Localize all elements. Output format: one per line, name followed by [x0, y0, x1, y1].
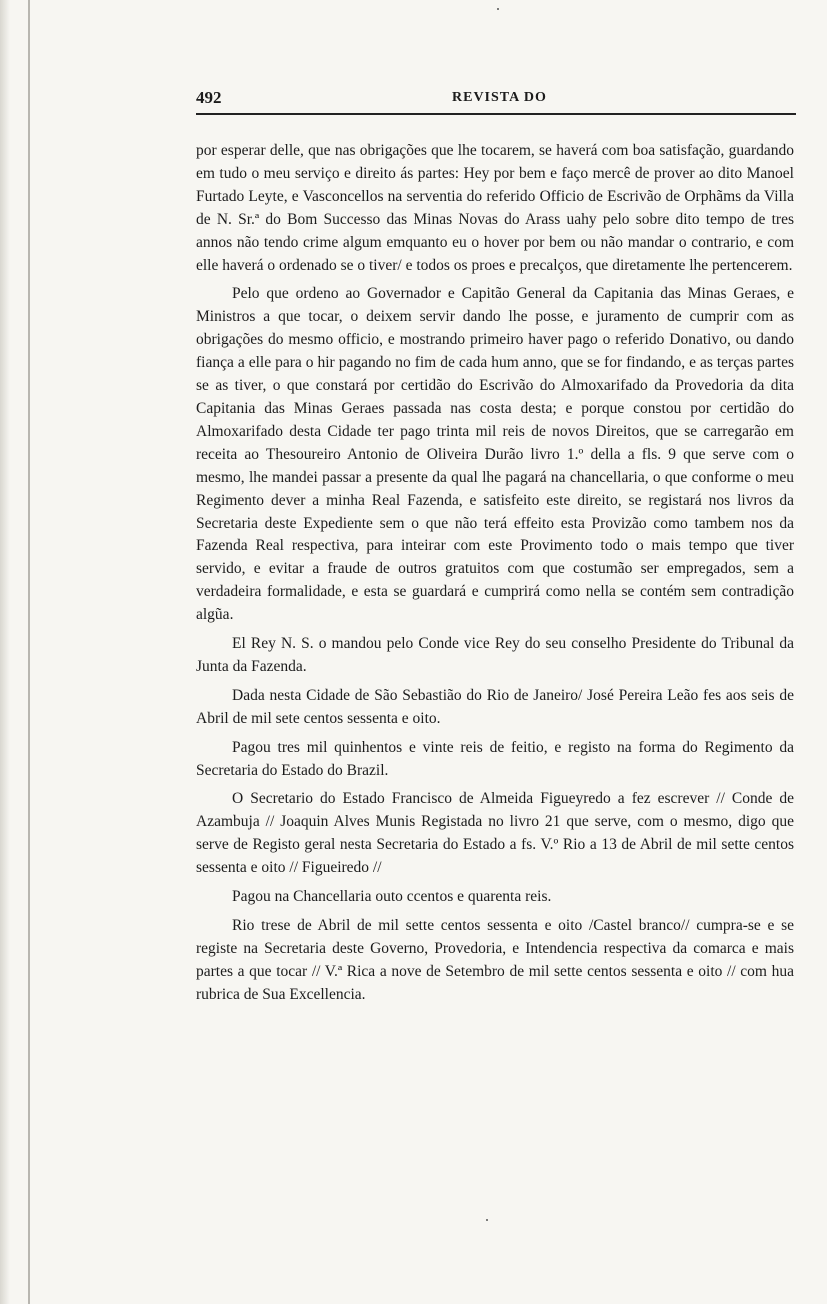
paragraph-secretary: O Secretario do Estado Francisco de Almeida Figueyredo a fez escrever // Conde de Azambuja // Joaquin Alves Munis Registada no livro 21 que serve, com o mesmo, digo que serve de Registo geral nesta Secretaria do Estado a fs. V.º Rio a 13 de Abril de mil sette centos sessenta e oito // Figueiredo //	[196, 790, 794, 877]
page-binding-line	[28, 0, 30, 1304]
paragraph-payment-feitio: Pagou tres mil quinhentos e vinte reis de feitio, e registo na forma do Regimento da Secretaria do Estado do Brazil.	[196, 738, 794, 779]
paper-speck	[486, 1219, 488, 1221]
paragraph-continuation: por esperar delle, que nas obrigações que lhe tocarem, se haverá com boa satisfação, guardando em tudo o meu serviço e direito ás partes: Hey por bem e faço mercê de prover ao dito Manoel Furtado Leyte, e Vasconcellos na serventia do referido Officio de Escrivão de Orphãms da Villa de N. Sr.ª do Bom Successo das Minas Novas do Arass uahy pelo sobre dito tempo de tres annos não tendo crime algum emquanto eu o hover por bem ou não mandar o contrario, e com elle haverá o ordenado se o tiver/ e todos os proes e precalços, que diretamente lhe pertencerem.	[196, 142, 794, 274]
paragraph-dated: Dada nesta Cidade de São Sebastião do Rio de Janeiro/ José Pereira Leão fes aos seis de Abril de mil sete centos sessenta e oito.	[196, 686, 794, 727]
header-rule	[196, 113, 796, 115]
document-body	[196, 140, 794, 1013]
paper-speck	[497, 8, 499, 10]
paragraph-cumpra-se: Rio trese de Abril de mil sette centos sessenta e oito /Castel branco// cumpra-se e se registe na Secretaria deste Governo, Provedoria, e Intendencia respectiva da comarca e mais partes a que tocar // V.ª Rica a nove de Setembro de mil sette centos sessenta e oito // com hua rubrica de Sua Excellencia.	[196, 917, 794, 1003]
running-head: REVISTA DO	[452, 90, 547, 105]
paragraph-payment-chancellaria: Pagou na Chancellaria outo ccentos e quarenta reis.	[232, 888, 552, 906]
paragraph-king-order: El Rey N. S. o mandou pelo Conde vice Rey do seu conselho Presidente do Tribunal da Junta da Fazenda.	[196, 635, 794, 675]
page-binding-edge	[0, 0, 10, 1304]
paragraph-order: Pelo que ordeno ao Governador e Capitão General da Capitania das Minas Geraes, e Ministros a que tocar, o deixem servir dando lhe posse, e juramento de cumprir com as obrigações do mesmo officio, e mostrando primeiro haver pago o referido Donativo, ou dando fiança a elle para o hir pagando no fim de cada hum anno, que se for findando, e as terças partes se as tiver, o que constará por certidão do Escrivão do Almoxarifado da Provedoria da dita Capitania das Minas Geraes passada nas costa desta; e porque constou por certidão do Almoxarifado desta Cidade ter pago trinta mil reis de novos Direitos, que se carregarão em receita ao Thesoureiro Antonio de Oliveira Durão livro 1.º della a fls. 9 que serve com o mesmo, lhe mandei passar a presente da qual lhe pagará na chancellaria, o que conforme o meu Regimento dever a minha Real Fazenda, e satisfeito este direito, se registará nos livros da Secretaria deste Expediente sem o que não terá effeito esta Provizão como tambem nos da Fazenda Real respectiva, para inteirar com este Provimento todo o mais tempo que tiver servido, e evitar a fraude de outros gratuitos com que costumão ser empregados, sem a verdadeira formalidade, e esta se guardará e cumprirá como nella se contém sem contradição algũa.	[196, 285, 794, 624]
page-number: 492	[196, 88, 222, 107]
